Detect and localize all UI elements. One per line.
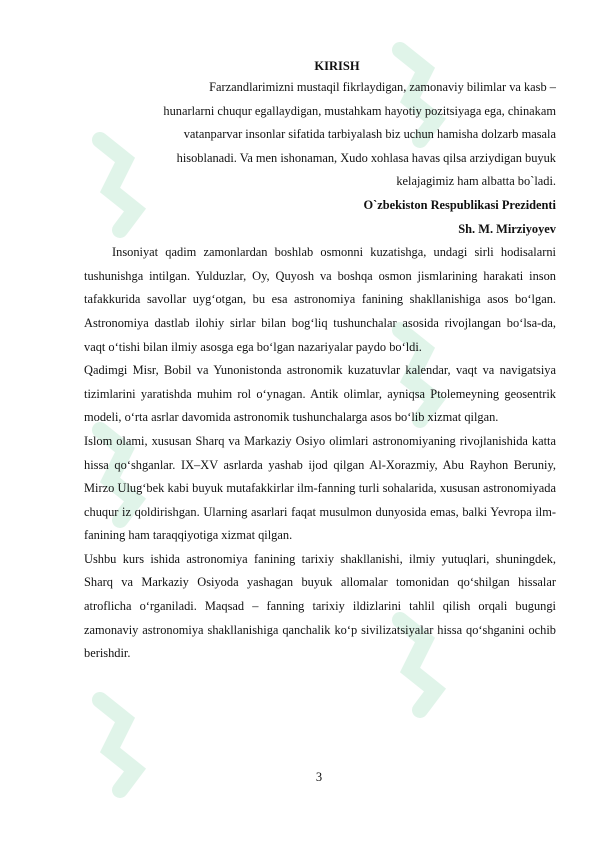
epigraph-author-name: Sh. M. Mirziyoyev bbox=[458, 221, 556, 236]
epigraph-line: hunarlarni chuqur egallaydigan, mustahkam hayotiy pozitsiyaga ega, chinakam bbox=[163, 103, 556, 118]
epigraph-line: Farzandlarimizni mustaqil fikrlaydigan, zamonaviy bilimlar va kasb – bbox=[209, 80, 556, 94]
epigraph bbox=[84, 76, 556, 241]
paragraph: Islom olami, xususan Sharq va Markaziy Osiyo olimlari astronomiyaning rivojlanishida katta hissa qo‘shganlar. IX–XV asrlarda yashab ijod qilgan Al-Xorazmiy, Abu Rayhon Beruniy, Mirzo Ulug‘bek kabi buyuk mutafakkirlar ilm-fanning turli sohalarida, xususan astronomiyada chuqur iz qoldirishgan. Ularning asarlari faqat musulmon dunyosida emas, balki Yevropa ilm-fanining ham taraqqiyotiga xizmat qilgan. bbox=[84, 433, 556, 543]
paragraph: Qadimgi Misr, Bobil va Yunonistonda astronomik kuzatuvlar kalendar, vaqt va navigatsiya tizimlarini yaratishda muhim rol o‘ynagan. Antik olimlar, ayniqsa Ptolemeyning geosentrik modeli, o‘rta asrlar davomida astronomik tushunchalarga asos bo‘lib xizmat qilgan. bbox=[84, 363, 556, 425]
epigraph-line: vatanparvar insonlar sifatida tarbiyalash biz uchun hamisha dolzarb masala bbox=[183, 127, 556, 142]
paragraph: Ushbu kurs ishida astronomiya fanining tarixiy shakllanishi, ilmiy yutuqlari, shuningdek, Sharq va Markaziy Osiyoda yashagan buyuk allomalar tomonidan qo‘shilgan hissalar atroflicha o‘rganiladi. Maqsad – fanning tarixiy ildizlarini tahlil qilish orqali bugungi zamonaviy astronomiya shakllanishiga qanchalik ko‘p sivilizatsiyalar hissa qo‘shganini ochib berishdir. bbox=[84, 551, 556, 661]
page-content bbox=[84, 56, 556, 666]
page-title: KIRISH bbox=[314, 59, 360, 73]
epigraph-line: kelajagimiz ham albatta bo`ladi. bbox=[396, 174, 556, 189]
epigraph-line: hisoblanadi. Va men ishonaman, Xudo xohlasa havas qilsa arziydigan buyuk bbox=[176, 150, 556, 165]
paragraph: Insoniyat qadim zamonlardan boshlab osmonni kuzatishga, undagi sirli hodisalarni tushunishga intilgan. Yulduzlar, Oy, Quyosh va boshqa osmon jismlarining harakati inson tafakkurida savollar uyg‘otgan, bu esa astronomiya fanining shakllanishiga asos bo‘lgan. Astronomiya dastlab ilohiy sirlar bilan bog‘liq tushunchalar asosida rivojlangan bo‘lsa-da, vaqt o‘tishi bilan ilmiy asosga ega bo‘lgan nazariyalar paydo bo‘ldi. bbox=[84, 245, 556, 354]
epigraph-author-title: O`zbekiston Respublikasi Prezidenti bbox=[363, 197, 556, 212]
page-number: 3 bbox=[315, 770, 323, 784]
